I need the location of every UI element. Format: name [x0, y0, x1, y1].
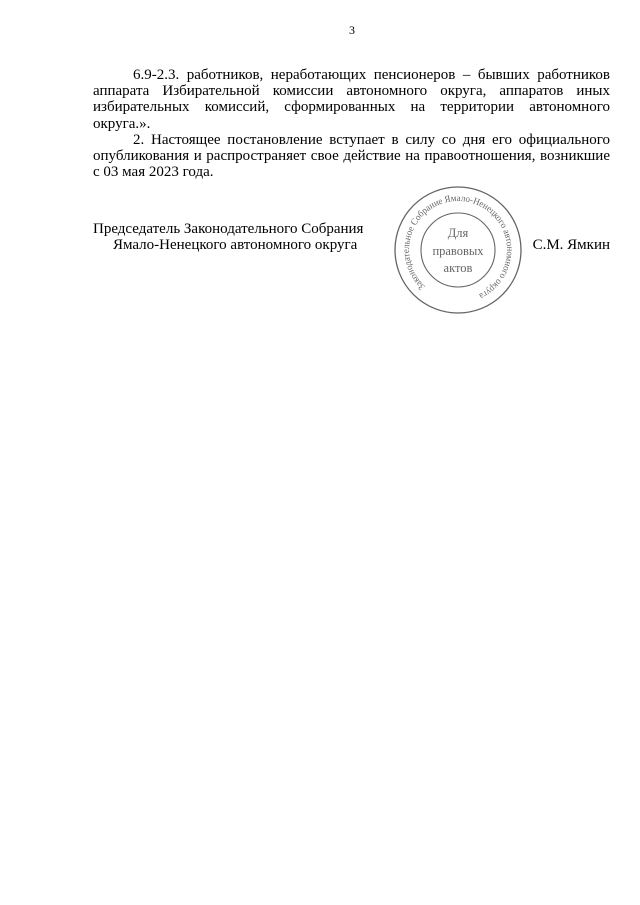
text-line: 6.9-2.3. работников, неработающих пенсионеров – бывших работников: [133, 67, 610, 83]
text-line: избирательных комиссий, сформированных на территории автономного: [93, 99, 610, 116]
stamp-center-line: Для: [447, 226, 469, 240]
text-line: опубликования и распространяет свое действие на правоотношения, возникшие: [93, 148, 610, 165]
text-line: с 03 мая 2023 года.: [93, 164, 214, 181]
document-body: [93, 67, 610, 180]
official-stamp: [388, 180, 528, 320]
paragraph-effective-date: [93, 132, 610, 181]
text-line: 2. Настоящее постановление вступает в силу со дня его официального: [133, 131, 610, 148]
signatory-organization: Ямало-Ненецкого автономного округа: [113, 237, 358, 253]
signatory-name: С.М. Ямкин: [532, 237, 610, 253]
stamp-center-line: правовых: [432, 244, 484, 258]
text-line: округа.».: [93, 115, 151, 132]
page-number: 3: [349, 23, 355, 37]
paragraph-amendment: [93, 67, 610, 132]
text-line: аппарата Избирательной комиссии автономного округа, аппаратов иных: [93, 83, 610, 100]
signatory-position: Председатель Законодательного Собрания: [93, 221, 364, 237]
stamp-ring-text-path: Законодательное Собрание Ямало-Ненецкого автономного округа: [401, 193, 515, 301]
stamp-center-line: актов: [443, 261, 473, 275]
